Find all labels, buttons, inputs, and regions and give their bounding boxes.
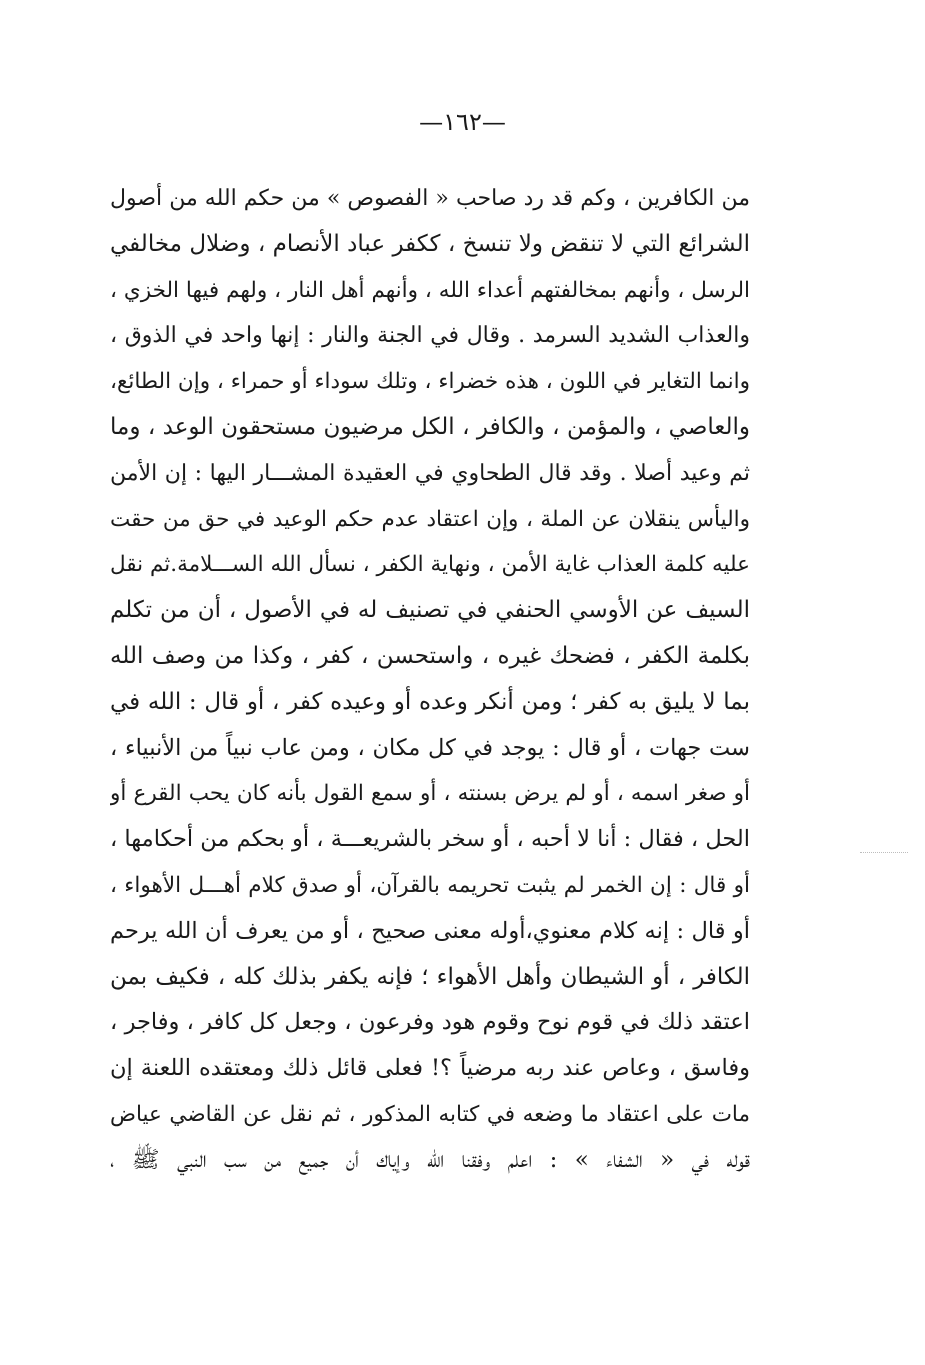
text-line: الرسل ، وأنهم بمخالفتهم أعداء الله ، وأنهم أهل النار ، ولهم فيها الخزي ، — [110, 277, 750, 303]
text-line: قوله في « الشفاء » : اعلم وفقنا الله وإياك أن جميع من سب النبي ﷺ ، — [110, 1146, 750, 1173]
text-line: والعاصي ، والمؤمن ، والكافر ، الكل مرضيون مستحقون الوعد ، وما — [110, 413, 750, 440]
text-line: أو قال : إنه كلام معنوي،أوله معنى صحيح ، أو من يعرف أن الله يرحم — [110, 917, 750, 944]
text-line: والعذاب الشديد السرمد . وقال في الجنة والنار : إنها واحد في الذوق ، — [110, 323, 750, 349]
text-line: أو صغر اسمه ، أو لم يرض بسنته ، أو سمع القول بأنه كان يحب القرع أو — [110, 781, 750, 807]
text-line: بكلمة الكفر ، فضحك غيره ، واستحسن ، كفر ، وكذا من وصف الله — [110, 642, 750, 669]
text-line: واليأس ينقلان عن الملة ، وإن اعتقاد عدم حكم الوعيد في حق من حقت — [110, 506, 750, 532]
text-line: الكافر ، أو الشيطان وأهل الأهواء ؛ فإنه يكفر بذلك كله ، فكيف بمن — [110, 963, 750, 990]
text-line: بما لا يليق به كفر ؛ ومن أنكر وعده أو وعيده كفر ، أو قال : الله في — [110, 688, 750, 715]
text-line: الشرائع التي لا تنقض ولا تنسخ ، ككفر عباد الأنصام ، وضلال مخالفي — [110, 230, 750, 257]
text-line: ثم وعيد أصلا . وقد قال الطحاوي في العقيدة المشـــار اليها : إن الأمن — [110, 460, 750, 486]
text-line: أو قال : إن الخمر لم يثبت تحريمه بالقرآن، أو صدق كلام أهـــل الأهواء ، — [110, 872, 750, 898]
body-text — [110, 176, 750, 1184]
text-line: الحل ، فقال : أنا لا أحبه ، أو سخر بالشريعـــة ، أو بحكم من أحكامها ، — [110, 826, 750, 853]
text-line: عليه كلمة العذاب غاية الأمن ، ونهاية الكفر ، نسأل الله الســـلامة.ثم نقل — [110, 552, 750, 578]
page-number: —١٦٢— — [419, 108, 506, 136]
text-line: مات على اعتقاد ما وضعه في كتابه المذكور ، ثم نقل عن القاضي عياض — [110, 1101, 750, 1127]
text-line: السيف عن الأوسي الحنفي في تصنيف له في الأصول ، أن من تكلم — [110, 597, 750, 624]
text-line: ست جهات ، أو قال : يوجد في كل مكان ، ومن عاب نبياً من الأنبياء ، — [110, 734, 750, 761]
text-line: اعتقد ذلك في قوم نوح وقوم هود وفرعون ، وجعل كل كافر ، وفاجر ، — [110, 1009, 750, 1036]
text-line: وانما التغاير في اللون ، هذه خضراء ، وتلك سوداء أو حمراء ، وإن الطائع، — [110, 369, 750, 395]
text-line: وفاسق ، وعاص عند ربه مرضياً ؟! فعلى قائل ذلك ومعتقده اللعنة إن — [110, 1055, 750, 1082]
text-line: من الكافرين ، وكم قد رد صاحب « الفصوص » من حكم الله من أصول — [110, 186, 750, 211]
scan-edge-mark — [860, 852, 908, 854]
